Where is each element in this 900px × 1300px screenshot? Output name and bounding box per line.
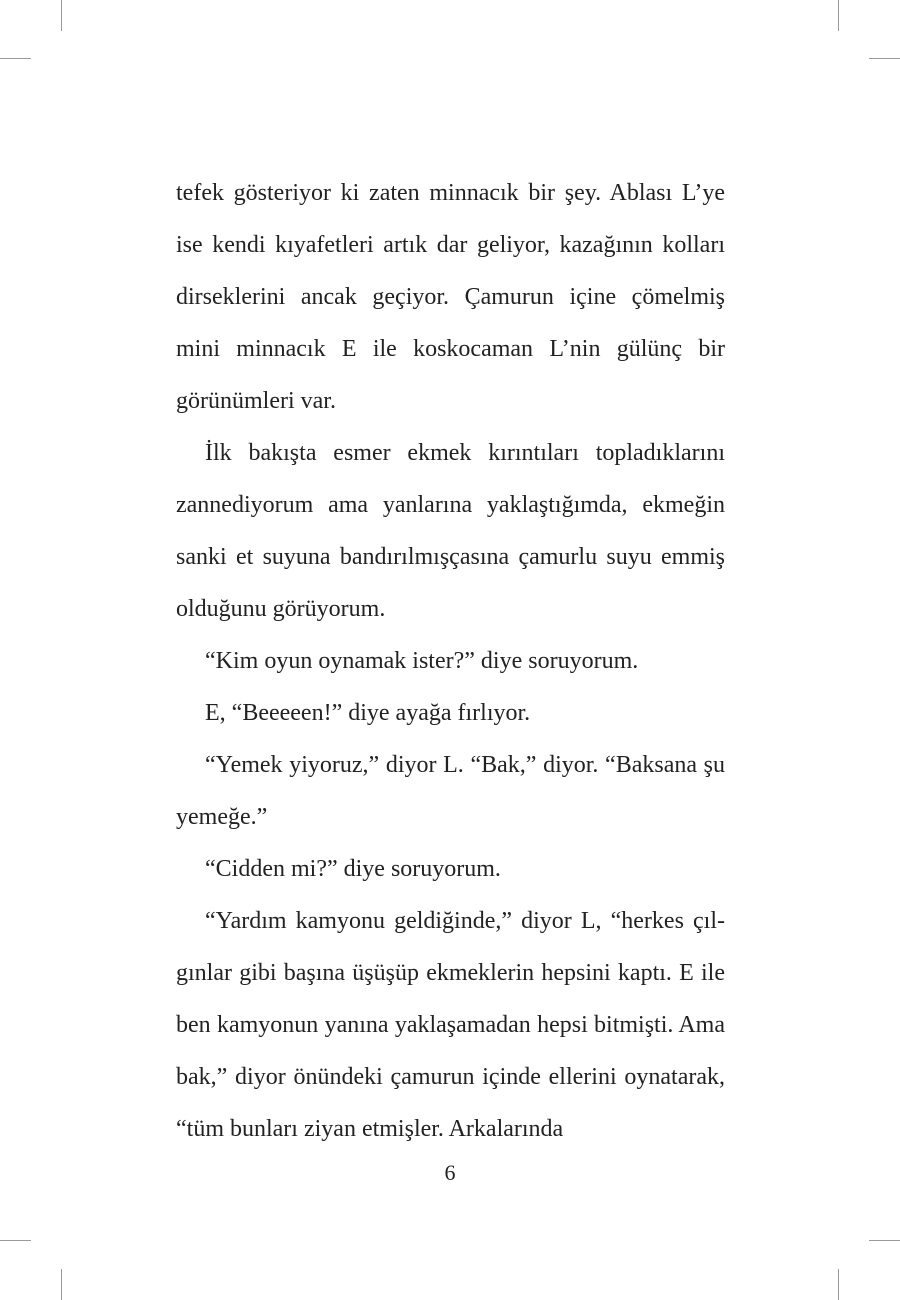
crop-mark-bottom-right-vertical [838,1269,839,1300]
page-number: 6 [444,1160,456,1185]
crop-mark-top-right-vertical [838,0,839,31]
body-text [176,167,725,1155]
crop-mark-bottom-left-horizontal [0,1240,31,1241]
crop-mark-top-right-horizontal [869,58,900,59]
crop-mark-top-left-horizontal [0,58,31,59]
crop-mark-top-left-vertical [61,0,62,31]
paragraph: “Cidden mi?” diye soruyorum. [205,856,501,882]
paragraph: İlk bakışta esmer ekmek kırıntıları topladıklarını zannediyorum ama yanlarına yaklaştığımda, ekmeğin sanki et suyuna bandırılmışçasına çamurlu suyu emmiş olduğunu görüyorum. [176,440,725,622]
paragraph: “Kim oyun oynamak ister?” diye soruyorum. [205,648,639,674]
paragraph: tefek gösteriyor ki zaten minnacık bir şey. Ablası L’ye ise kendi kıyafetleri artık dar geliyor, kazağının kolları dirseklerini ancak geçiyor. Çamurun içine çömelmiş mini minnacık E ile koskocaman L’nin gülünç bir görünümleri var. [176,180,725,414]
paragraph: “Yardım kamyonu geldiğinde,” diyor L, “herkes çılgınlar gibi başına üşüşüp ekmeklerin hepsini kaptı. E ile ben kamyonun yanına yaklaşamadan hepsi bitmişti. Ama bak,” diyor önündeki çamurun içinde ellerini oynatarak, “tüm bunları ziyan etmişler. Arkalarında [176,908,725,1142]
crop-mark-bottom-right-horizontal [869,1240,900,1241]
paragraph: “Yemek yiyoruz,” diyor L. “Bak,” diyor. “Baksana şu yemeğe.” [176,752,725,830]
crop-mark-bottom-left-vertical [61,1269,62,1300]
paragraph: E, “Beeeeen!” diye ayağa fırlıyor. [205,700,531,726]
